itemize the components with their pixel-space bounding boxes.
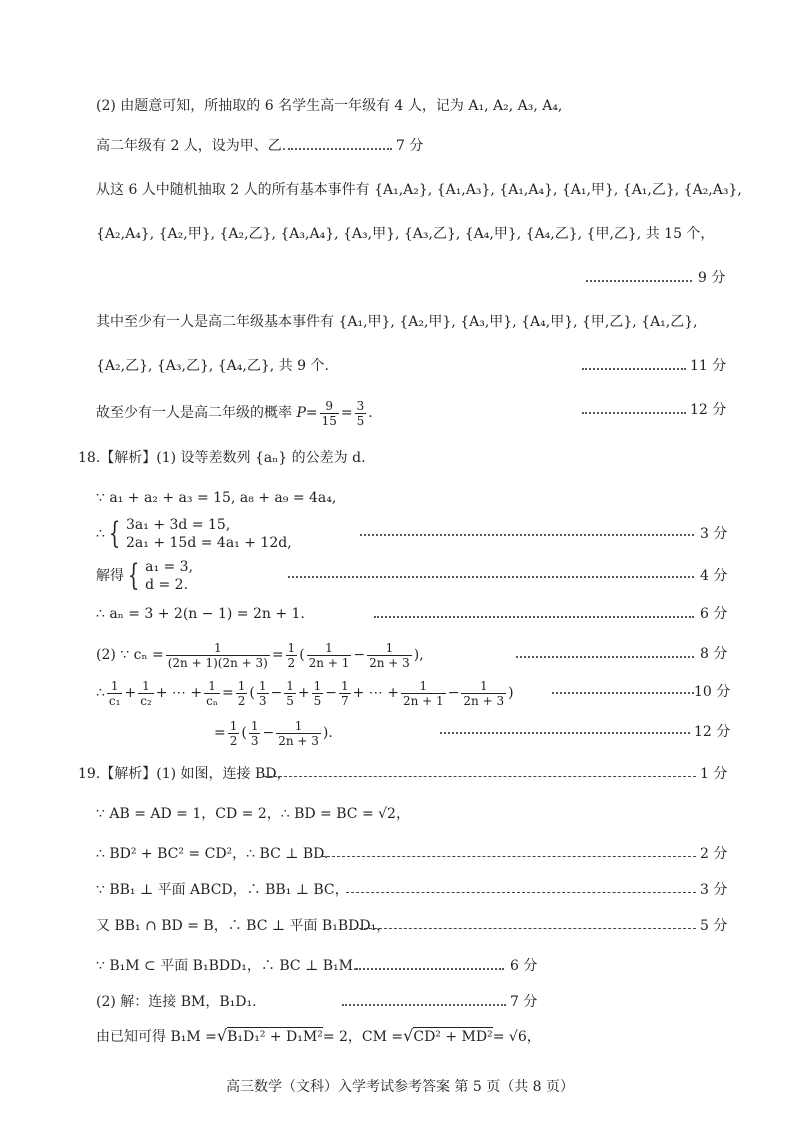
events-cont: {A₂,A₄}, {A₂,甲}, {A₂,乙}, {A₃,A₄}, {A₃,甲}, {A₃,乙}, {A₄,甲}, {A₄,乙}, {甲,乙}, 共 15 个， [96,226,715,242]
score-leader [356,968,504,970]
atleast-header: 其中至少有一人是高二年级基本事件有 {A₁,甲}, {A₂,甲}, {A₃,甲}, {A₄,甲}, {甲,乙}, {A₁,乙}, [96,314,698,330]
fraction: $\frac{9}{15}$ [321,398,337,428]
q18-given: ∵ a₁ + a₂ + a₃ = 15, a₈ + a₉ = 4a₄, [96,490,337,506]
score-leader [552,692,694,694]
atleast-cont: {A₂,乙}, {A₃,乙}, {A₄,乙}, 共 9 个. [96,358,329,374]
q19-line-6: ∵ B₁M ⊂ 平面 B₁BDD₁，∴ BC ⊥ B₁M. [96,958,358,974]
probability-line: 故至少有一人是高二年级的概率 P= $\frac{9}{15}$ = $\frac{3}{5}$ . [96,398,373,428]
equals: = [340,405,353,421]
q18-intro-line [78,448,366,468]
q18-system-1: ∴ { 3a₁ + 3d = 15, 2a₁ + 15d = 4a₁ + 12d, [96,516,292,551]
score-leader [586,280,692,282]
score-mark: 1 分 [700,766,728,782]
q18-an: ∴ aₙ = 3 + 2(n − 1) = 2n + 1. [96,606,305,622]
q18-final: = $\frac{1}{2}$ ( $\frac{1}{3}$ − $\frac{1}{2n + 3}$ ). [214,718,333,748]
score-leader [322,856,696,857]
q18-system-2: 解得 { a₁ = 3, d = 2. [96,558,194,593]
score-mark: 8 分 [700,646,728,662]
score-leader [354,928,696,929]
q19-line-2: ∵ AB = AD = 1，CD = 2，∴ BD = BC = √2， [96,806,410,822]
score-mark: 5 分 [700,918,728,934]
events-header: 从这 6 人中随机抽取 2 人的所有基本事件有 {A₁,A₂}, {A₁,A₃}, {A₁,A₄}, {A₁,甲}, {A₁,乙}, {A₂,A₃}, [96,182,742,198]
q19-line-8: 由已知可得 B₁M =√B₁D₁² + D₁M²= 2，CM =√CD² + MD²= √6， [96,1026,541,1045]
score-mark: 4 分 [700,568,728,584]
score-leader [346,892,696,893]
score-leader [516,656,694,658]
q18-sum: ∴ $\frac{1}{\text{c₁}}$ + $\frac{1}{\text{c₂}}$ + ⋯ + $\frac{1}{\text{cₙ}}$ = $\frac{1}{2}$ ( $\frac{1}{3}$ − $\frac{1}{5}$ + $\frac{1}{5}$ − $\frac{1}{7}$ + ⋯ + $\frac{1}{2n + 1}$ − $\frac{1}{2n + 3}$ ) [96,678,514,708]
score-leader [360,534,694,536]
score-mark: 6 分 [510,958,538,974]
score-leader [342,1004,506,1006]
page-footer: 高三数学（文科）入学考试参考答案 第 5 页（共 8 页） [225,1079,575,1095]
fraction: $\frac{3}{5}$ [356,398,365,428]
probability-symbol: P [296,405,306,421]
probability-prefix: 故至少有一人是高二年级的概率 [96,405,292,421]
score-mark: 10 分 [694,684,731,700]
q19-line-5: 又 BB₁ ∩ BD = B，∴ BC ⊥ 平面 B₁BDD₁， [96,918,391,934]
question-label: 18.【解析】 [78,450,157,466]
q18-cn: (2) ∵ cₙ = $\frac{1}{(2n + 1)(2n + 3)}$ = $\frac{1}{2}$ ( $\frac{1}{2n + 1}$ − $\frac{1}{2n + 3}$ ), [96,640,424,670]
score-leader [582,368,686,370]
score-mark: 7 分 [510,994,538,1010]
part2-intro: (2) 由题意可知，所抽取的 6 名学生高一年级有 4 人，记为 A₁, A₂, A₃, A₄, [96,98,563,114]
score-leader [288,576,694,578]
score-leader [440,732,690,734]
score-leader [374,616,694,618]
score-mark: 2 分 [700,846,728,862]
score-mark: 11 分 [690,358,727,374]
score-mark: 7 分 [396,138,424,154]
grade2-note: 高二年级有 2 人，设为甲、乙. [96,138,287,154]
score-leader [264,776,696,777]
q19-line-4: ∵ BB₁ ⊥ 平面 ABCD，∴ BB₁ ⊥ BC， [96,882,349,898]
q19-line-1: 19.【解析】(1) 如图，连接 BD， [78,766,291,782]
question-label: 19.【解析】 [78,766,157,782]
score-mark: 12 分 [694,724,731,740]
q18-intro: (1) 设等差数列 {aₙ} 的公差为 d. [156,450,366,466]
score-mark: 3 分 [700,882,728,898]
score-mark: 6 分 [700,606,728,622]
equals: = [305,405,318,421]
q19-line-3: ∴ BD² + BC² = CD²，∴ BC ⊥ BD. [96,846,329,862]
score-mark: 12 分 [690,402,727,418]
score-mark: 3 分 [700,526,728,542]
score-leader [288,148,392,150]
score-mark: 9 分 [698,270,726,286]
q19-line-7: (2) 解：连接 BM，B₁D₁. [96,994,257,1010]
score-leader [582,412,686,414]
